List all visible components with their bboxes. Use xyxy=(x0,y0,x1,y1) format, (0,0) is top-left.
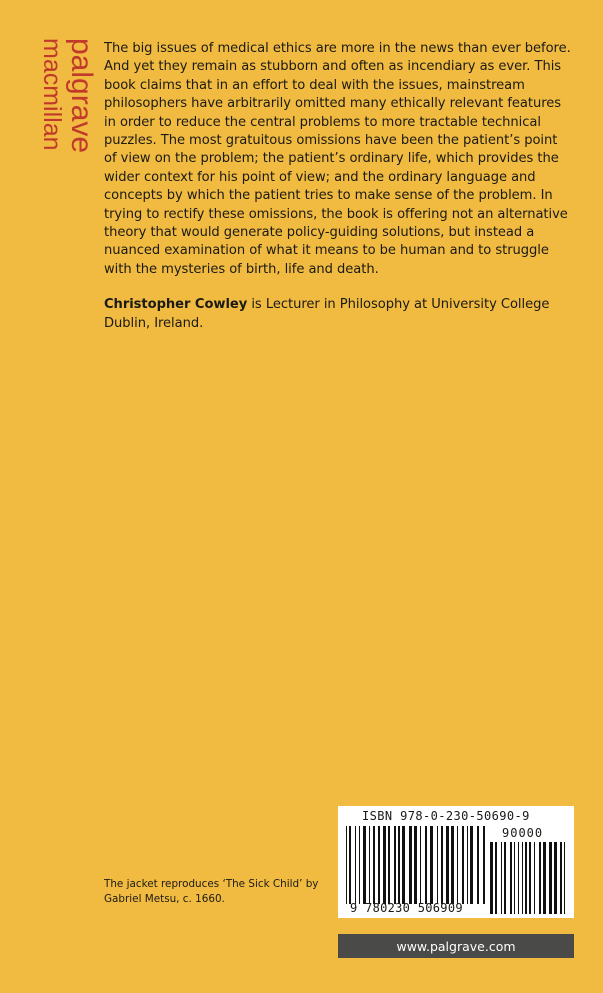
barcode-bar xyxy=(420,826,421,904)
barcode-bar xyxy=(437,826,438,904)
logo-line-1: palgrave xyxy=(65,38,98,154)
barcode-bar xyxy=(490,842,493,914)
barcode-bar xyxy=(543,842,546,914)
barcode-bar xyxy=(539,842,541,914)
publisher-url[interactable]: www.palgrave.com xyxy=(338,934,574,958)
barcode-bar xyxy=(388,826,390,904)
barcode-bar xyxy=(398,826,400,904)
barcode-bar xyxy=(355,826,356,904)
barcode-bar xyxy=(409,826,412,904)
barcode-bar xyxy=(349,826,351,904)
barcode-bar xyxy=(564,842,565,914)
barcode-bar xyxy=(414,826,417,904)
barcode-bar xyxy=(495,842,497,914)
palgrave-macmillan-logo xyxy=(22,38,98,188)
isbn-barcode xyxy=(338,806,574,918)
barcode-bar xyxy=(441,826,443,904)
barcode-bar xyxy=(378,826,380,904)
barcode-bar xyxy=(462,826,464,904)
logo-wordmark xyxy=(22,38,98,188)
addon-barcode-bars xyxy=(490,842,566,914)
ean-number: 9 780230 506909 xyxy=(350,901,463,915)
barcode-bar xyxy=(359,826,360,904)
barcode-bar xyxy=(514,842,515,914)
barcode-addon-number: 90000 xyxy=(502,826,544,840)
author-bio xyxy=(104,296,572,333)
barcode-bar xyxy=(501,842,502,914)
barcode-bar xyxy=(560,842,562,914)
barcode-bar xyxy=(363,826,366,904)
barcode-bar xyxy=(477,826,479,904)
barcode-bar xyxy=(518,842,519,914)
barcode-bar xyxy=(373,826,375,904)
barcode-bar xyxy=(483,826,485,904)
author-bio-text: is Lecturer in Philosophy at University College Dublin, Ireland. xyxy=(104,297,550,331)
jacket-caption: The jacket reproduces ‘The Sick Child’ by Gabriel Metsu, c. 1660. xyxy=(104,878,319,905)
barcode-bar xyxy=(457,826,458,904)
back-cover-blurb xyxy=(104,40,572,350)
barcode-bar xyxy=(451,826,454,904)
barcode-bar xyxy=(534,842,535,914)
barcode-bar xyxy=(383,826,386,904)
ean-barcode-bars xyxy=(346,826,486,904)
barcode-bar xyxy=(346,826,347,904)
barcode-bar xyxy=(369,826,370,904)
isbn-label: ISBN 978-0-230-50690-9 xyxy=(362,809,530,823)
barcode-bar xyxy=(504,842,506,914)
author-name: Christopher Cowley xyxy=(104,297,248,313)
barcode-bar xyxy=(549,842,552,914)
barcode-bar xyxy=(554,842,557,914)
barcode-bar xyxy=(510,842,512,914)
barcode-bar xyxy=(446,826,449,904)
barcode-bar xyxy=(467,826,468,904)
barcode-bar xyxy=(430,826,433,904)
barcode-bar xyxy=(425,826,427,904)
barcode-bar xyxy=(394,826,396,904)
barcode-bar xyxy=(470,826,473,904)
barcode-bar xyxy=(402,826,405,904)
barcode-bar xyxy=(525,842,527,914)
barcode-bar xyxy=(522,842,523,914)
logo-line-2: macmillan xyxy=(38,38,66,151)
barcode-bar xyxy=(529,842,531,914)
blurb-paragraph: The big issues of medical ethics are more in the news than ever before. And yet they remain as stubborn and often as incendiary as ever. This book claims that in an effort to deal with the issues, mainstream philosophers have arbitrarily omitted many ethically relevant features in order to reduce the central problems to more tractable technical puzzles. The most gratuitous omissions have been the patient’s point of view on the problem; the patient’s ordinary life, which provides the wider context for his point of view; and the ordinary language and concepts by which the patient tries to make sense of the problem. In trying to rectify these omissions, the book is offering not an alternative theory that would generate policy-guiding solutions, but instead a nuanced examination of what it means to be human and to struggle with the mysteries of birth, life and death. xyxy=(104,41,571,277)
